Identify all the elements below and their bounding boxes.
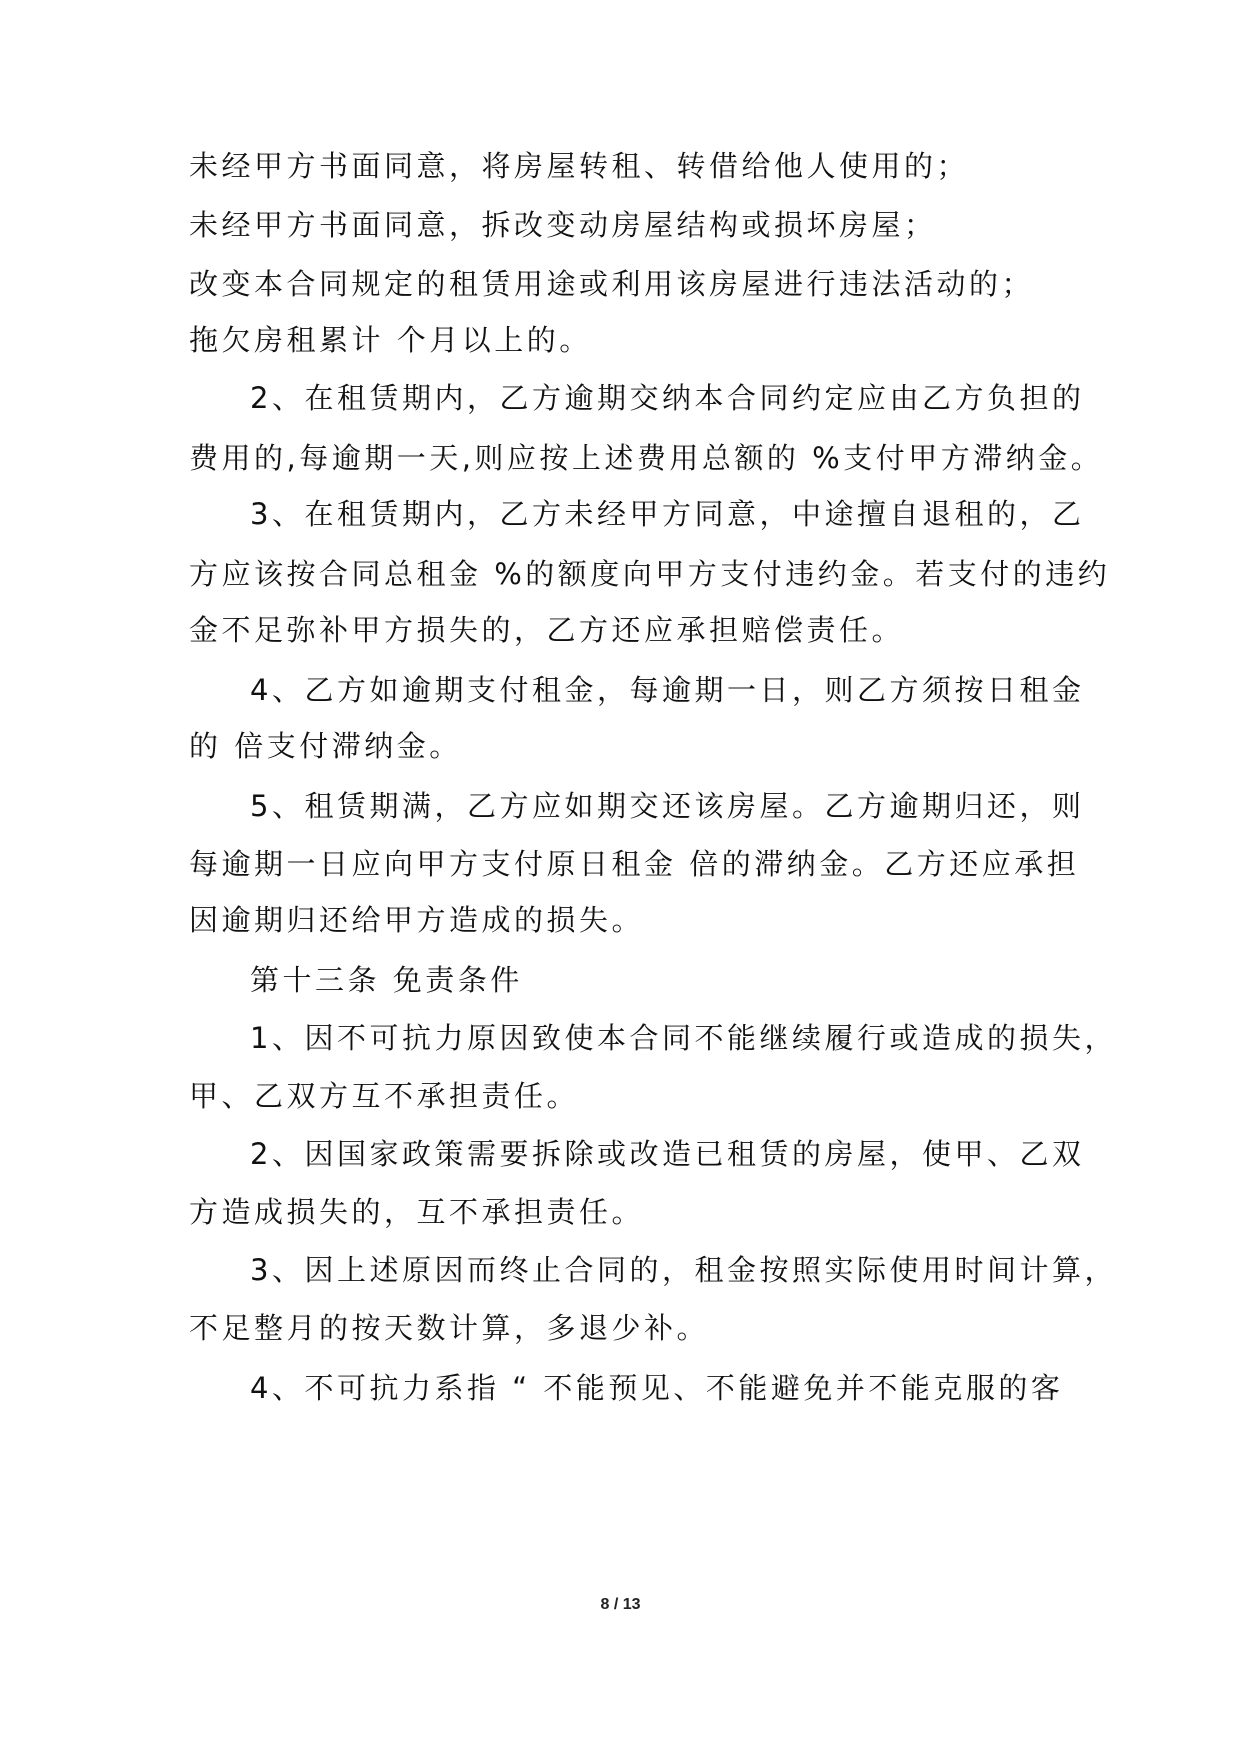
- text-line: 未经甲方书面同意，将房屋转租、转借给他人使用的；: [189, 149, 970, 183]
- text-line: 方造成损失的，互不承担责任。: [189, 1195, 645, 1229]
- text-line: 2、在租赁期内，乙方逾期交纳本合同约定应由乙方负担的: [250, 381, 1085, 415]
- text-line: 拖欠房租累计 个月以上的。: [189, 323, 592, 357]
- text-line: 金不足弥补甲方损失的，乙方还应承担赔偿责任。: [189, 613, 905, 647]
- text-line: 4、乙方如逾期支付租金，每逾期一日，则乙方须按日租金: [250, 673, 1085, 707]
- text-line: 1、因不可抗力原因致使本合同不能继续履行或造成的损失，: [250, 1021, 1117, 1055]
- text-line: 因逾期归还给甲方造成的损失。: [189, 903, 645, 937]
- text-line: 不足整月的按天数计算，多退少补。: [189, 1311, 710, 1345]
- text-line: 2、因国家政策需要拆除或改造已租赁的房屋，使甲、乙双: [250, 1137, 1085, 1171]
- page-number: 8 / 13: [600, 1596, 641, 1613]
- text-line: 未经甲方书面同意，拆改变动房屋结构或损坏房屋；: [189, 208, 937, 242]
- text-line: 3、在租赁期内，乙方未经甲方同意，中途擅自退租的，乙: [250, 497, 1085, 531]
- text-line: 费用的,每逾期一天,则应按上述费用总额的 %支付甲方滞纳金。: [189, 441, 1104, 475]
- text-line: 改变本合同规定的租赁用途或利用该房屋进行违法活动的；: [189, 267, 1035, 301]
- text-line: 4、不可抗力系指 “ 不能预见、不能避免并不能克服的客: [250, 1371, 1064, 1405]
- text-line: 甲、乙双方互不承担责任。: [189, 1079, 580, 1113]
- text-line: 3、因上述原因而终止合同的，租金按照实际使用时间计算，: [250, 1253, 1117, 1287]
- text-line: 的 倍支付滞纳金。: [189, 729, 462, 763]
- section-heading: 第十三条 免责条件: [250, 963, 523, 997]
- text-line: 5、租赁期满，乙方应如期交还该房屋。乙方逾期归还，则: [250, 789, 1085, 823]
- text-line: 方应该按合同总租金 %的额度向甲方支付违约金。若支付的违约: [189, 557, 1111, 591]
- text-line: 每逾期一日应向甲方支付原日租金 倍的滞纳金。乙方还应承担: [189, 847, 1080, 881]
